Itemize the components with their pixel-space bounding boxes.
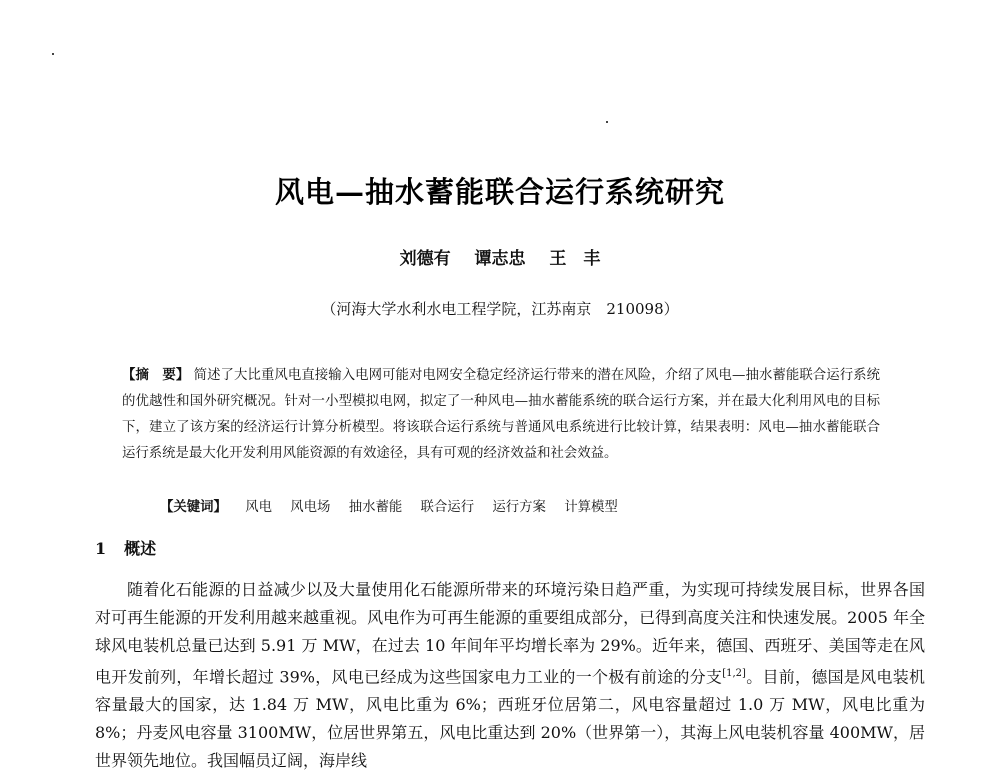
- body-paragraph: [95, 576, 925, 775]
- paper-title: 风电—抽水蓄能联合运行系统研究: [274, 175, 725, 209]
- author-list: [0, 244, 1000, 269]
- section-number: 1: [95, 539, 107, 558]
- keyword: 风电场: [290, 500, 331, 515]
- author-affiliation: （河海大学水利水电工程学院，江苏南京 210098）: [321, 300, 679, 318]
- section-title: 概述: [124, 539, 157, 558]
- section-heading: [95, 536, 156, 559]
- scan-speck: [52, 53, 54, 55]
- body-text-part: 。目前，德国是风电装机容量最大的国家，达 1.84 万 MW，风电比重为 6%；西班牙位居第二，风电容量超过 1.0 万 MW，风电比重为 8%；丹麦风电容量 3100MW，位居世界第五，风电比重达到 20%（世界第一），其海上风电装机容量 400MW，居世界领先地位。我国幅员辽阔，海岸线: [95, 667, 925, 771]
- keyword: 计算模型: [564, 500, 618, 515]
- author-name: 刘德有: [399, 249, 451, 269]
- scan-speck: [606, 121, 608, 123]
- abstract-label: 【摘 要】: [122, 367, 190, 383]
- keywords: [160, 494, 880, 521]
- keyword: 抽水蓄能: [348, 500, 403, 515]
- keyword: 运行方案: [492, 500, 546, 515]
- keywords-label: 【关键词】: [160, 499, 227, 515]
- keyword: 联合运行: [420, 500, 475, 515]
- author-name: 王 丰: [549, 249, 601, 269]
- keyword: 风电: [245, 500, 272, 515]
- author-name: 谭志忠: [474, 249, 526, 269]
- abstract-text: 简述了大比重风电直接输入电网可能对电网安全稳定经济运行带来的潜在风险，介绍了风电—抽水蓄能联合运行系统的优越性和国外研究概况。针对一小型模拟电网，拟定了一种风电—抽水蓄能系统的联合运行方案，并在最大化利用风电的目标下，建立了该方案的经济运行计算分析模型。将该联合运行系统与普通风电系统进行比较计算，结果表明：风电—抽水蓄能联合运行系统是最大化开发利用风能资源的有效途径，具有可观的经济效益和社会效益。: [122, 368, 881, 461]
- citation-reference: [1,2]: [722, 668, 746, 679]
- abstract: [122, 362, 880, 467]
- body-text-part: 随着化石能源的日益减少以及大量使用化石能源所带来的环境污染日趋严重，为实现可持续发展目标，世界各国对可再生能源的开发利用越来越重视。风电作为可再生能源的重要组成部分，已得到高度关注和快速发展。2005 年全球风电装机总量已达到 5.91 万 MW，在过去 10 年间年平均增长率为 29%。近年来，德国、西班牙、美国等走在风电开发前列，年增长超过 39%，风电已经成为这些国家电力工业的一个极有前途的分支: [95, 580, 925, 687]
